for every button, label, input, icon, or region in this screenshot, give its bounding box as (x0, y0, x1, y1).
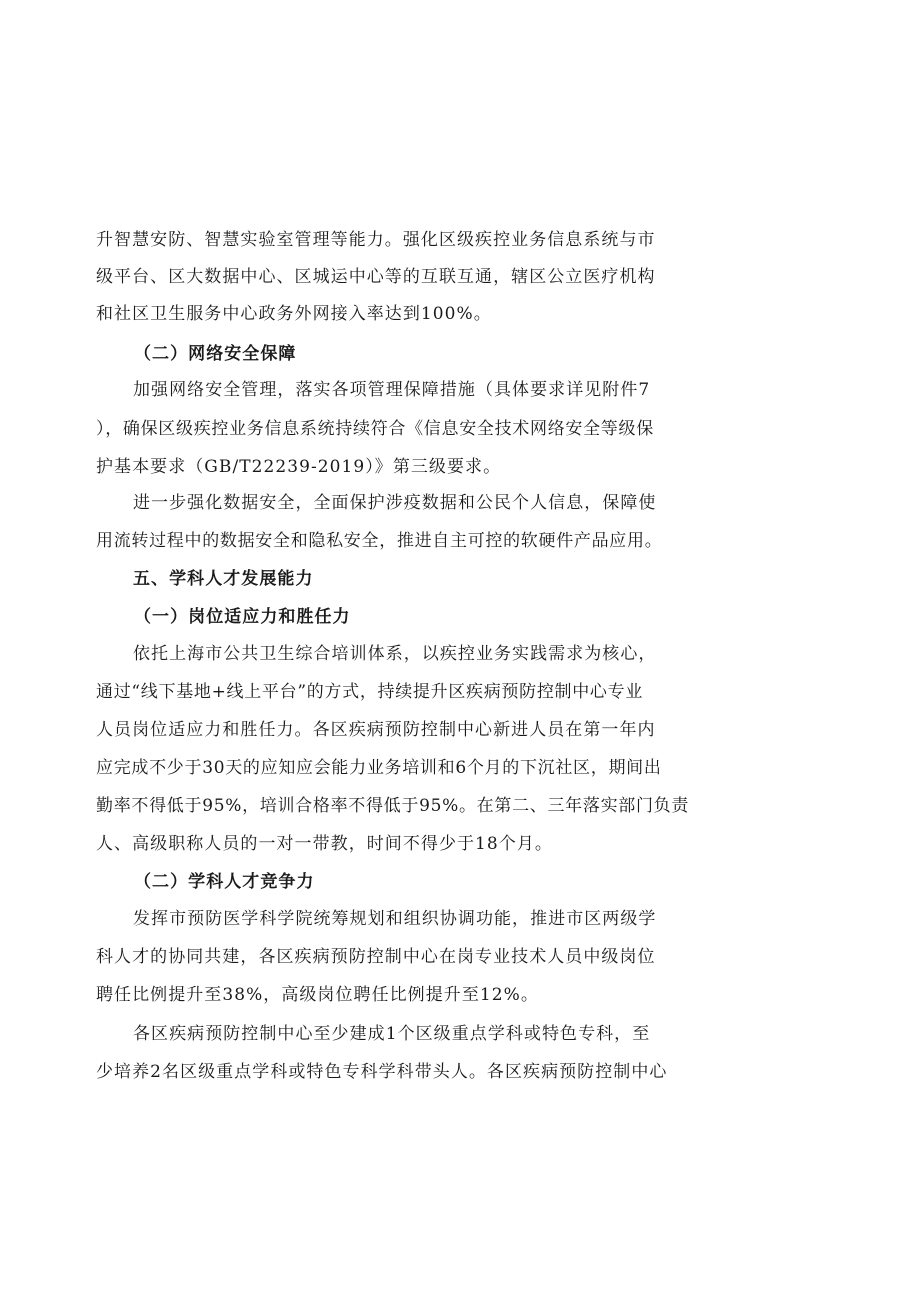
paragraph-line: 科人才的协同共建，各区疾病预防控制中心在岗专业技术人员中级岗位 (96, 947, 656, 967)
paragraph-line: 和社区卫生服务中心政务外网接入率达到100%。 (96, 304, 492, 324)
paragraph-line: 进一步强化数据安全，全面保护涉疫数据和公民个人信息，保障使 (133, 493, 657, 513)
chapter-heading: 五、学科人才发展能力 (133, 569, 314, 589)
paragraph-line: 升智慧安防、智慧实验室管理等能力。强化区级疾控业务信息系统与市 (96, 230, 656, 250)
paragraph-line: 通过“线下基地+线上平台”的方式，持续提升区疾病预防控制中心专业 (96, 682, 644, 702)
paragraph-line: 勤率不得低于95%，培训合格率不得低于95%。在第二、三年落实部门负责 (96, 796, 690, 816)
paragraph-line: 级平台、区大数据中心、区城运中心等的互联互通，辖区公立医疗机构 (96, 267, 656, 287)
paragraph-line: 应完成不少于30天的应知应会能力业务培训和6个月的下沉社区，期间出 (96, 758, 662, 778)
paragraph-line: 人员岗位适应力和胜任力。各区疾病预防控制中心新进人员在第一年内 (96, 720, 656, 740)
paragraph-line: 少培养2名区级重点学科或特色专科学科带头人。各区疾病预防控制中心 (96, 1062, 668, 1082)
paragraph-line: 发挥市预防医学科学院统筹规划和组织协调功能，推进市区两级学 (133, 909, 657, 929)
paragraph-line: 加强网络安全管理，落实各项管理保障措施（具体要求详见附件7 (133, 380, 651, 400)
paragraph-line: 用流转过程中的数据安全和隐私安全，推进自主可控的软硬件产品应用。 (96, 531, 663, 551)
section-heading: （二）学科人才竞争力 (134, 872, 315, 892)
section-heading: （一）岗位适应力和胜任力 (134, 607, 351, 627)
paragraph-line: 依托上海市公共卫生综合培训体系，以疾控业务实践需求为核心， (133, 644, 657, 664)
section-heading: （二）网络安全保障 (134, 344, 297, 364)
paragraph-line: 人、高级职称人员的一对一带教，时间不得少于18个月。 (96, 834, 553, 854)
paragraph-line: ），确保区级疾控业务信息系统持续符合《信息安全技术网络安全等级保 (96, 419, 654, 439)
paragraph-line: 各区疾病预防控制中心至少建成1个区级重点学科或特色专科，至 (133, 1024, 651, 1044)
paragraph-line: 护基本要求（GB/T22239-2019）》第三级要求。 (96, 457, 502, 477)
paragraph-line: 聘任比例提升至38%，高级岗位聘任比例提升至12%。 (96, 985, 539, 1005)
